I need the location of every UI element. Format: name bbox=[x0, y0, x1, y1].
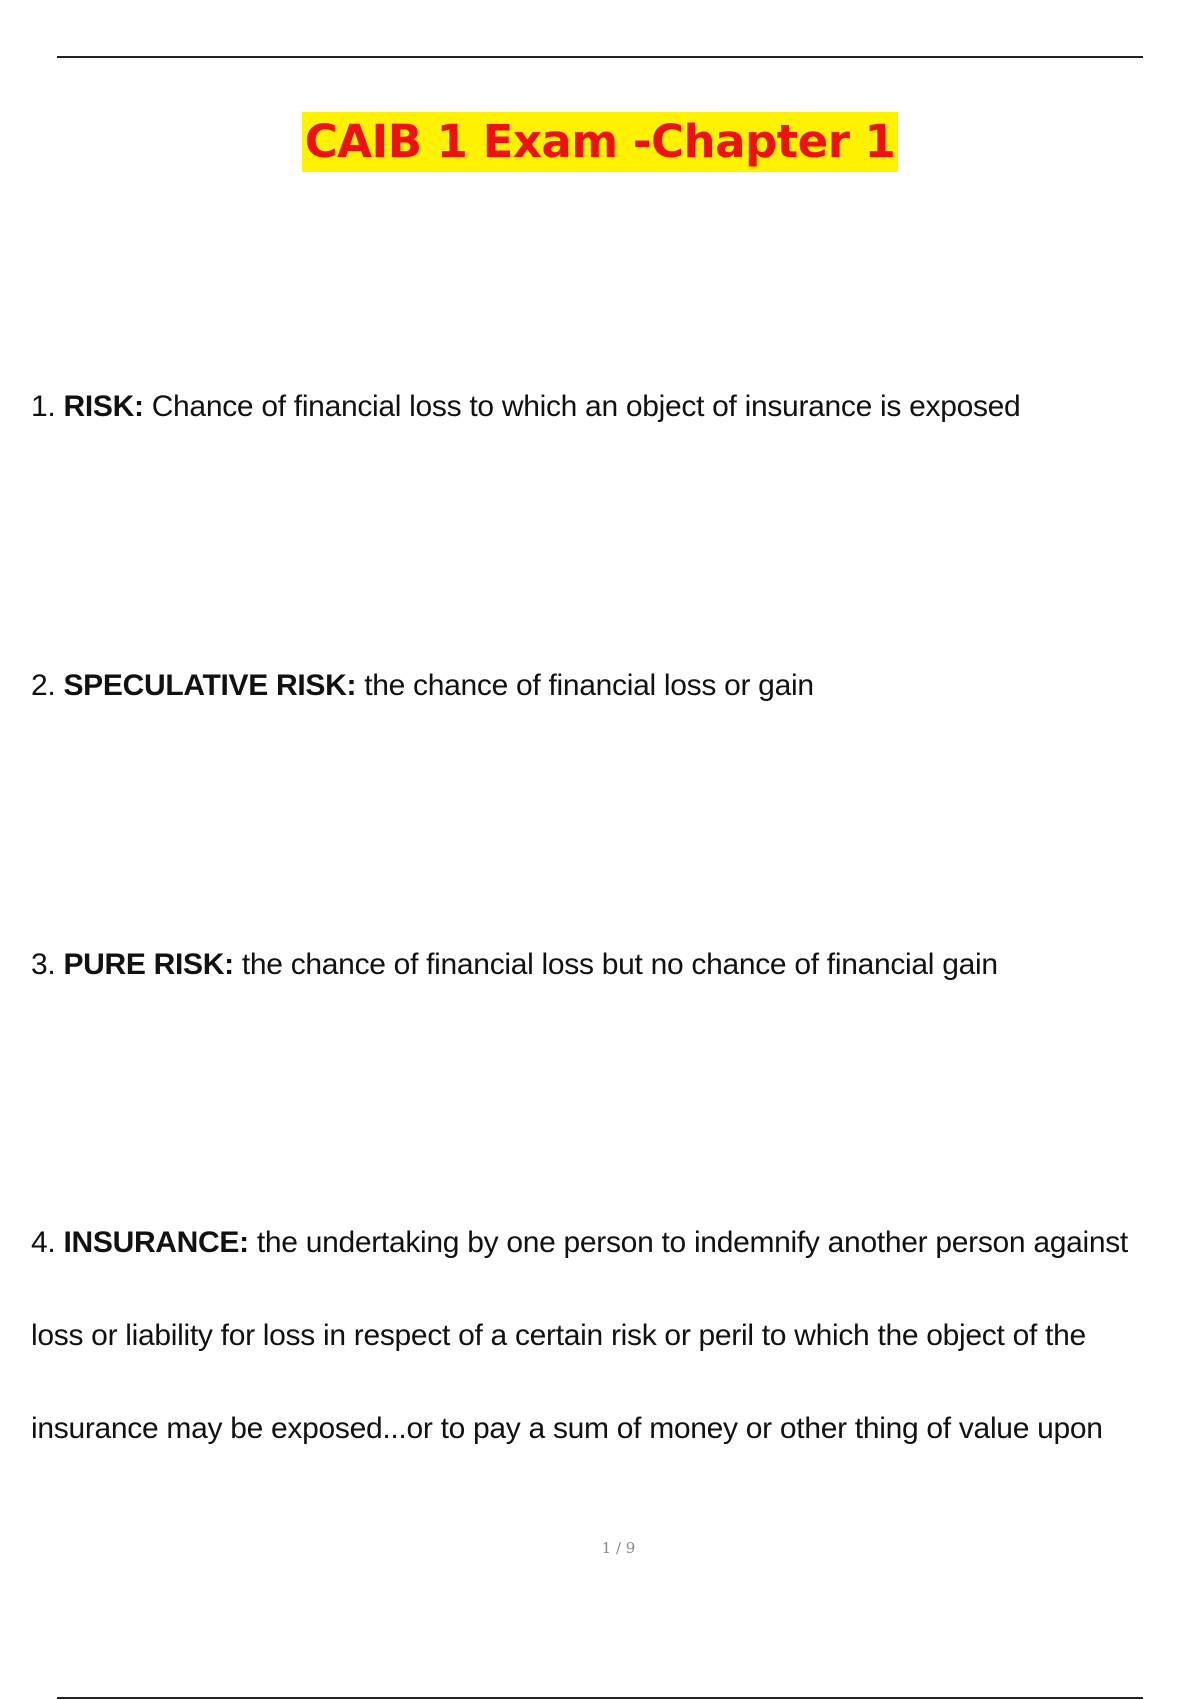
entry-definition: the chance of financial loss or gain bbox=[364, 669, 814, 702]
entry-line bbox=[31, 360, 1200, 453]
entry-number: 1. bbox=[31, 390, 56, 423]
entry-term: PURE RISK: bbox=[63, 948, 234, 981]
entry-line bbox=[31, 639, 1200, 732]
entry-term: INSURANCE: bbox=[63, 1226, 249, 1259]
entry-number: 4. bbox=[31, 1226, 56, 1259]
entry-term: SPECULATIVE RISK: bbox=[63, 669, 357, 702]
definition-entry-risk bbox=[31, 360, 1200, 453]
definition-entry-pure-risk bbox=[31, 918, 1200, 1011]
title-container bbox=[0, 112, 1200, 172]
entry-number: 2. bbox=[31, 669, 56, 702]
entry-line bbox=[31, 918, 1200, 1011]
top-divider bbox=[57, 56, 1143, 58]
definition-entry-speculative-risk bbox=[31, 639, 1200, 732]
entry-definition: the chance of financial loss but no chance of financial gain bbox=[241, 948, 998, 981]
entry-definition: the undertaking by one person to indemnify another person against bbox=[256, 1226, 1128, 1259]
page-number: 1 / 9 bbox=[601, 1539, 636, 1557]
entry-definition: Chance of financial loss to which an object of insurance is exposed bbox=[151, 390, 1021, 423]
entry-continuation-line: loss or liability for loss in respect of a certain risk or peril to which the object of the bbox=[31, 1319, 1086, 1352]
bottom-divider bbox=[57, 1697, 1143, 1699]
entry-line bbox=[31, 1196, 1200, 1289]
entry-continuation-line: insurance may be exposed...or to pay a sum of money or other thing of value upon bbox=[31, 1412, 1103, 1445]
definition-entry-insurance bbox=[31, 1196, 1200, 1475]
entry-number: 3. bbox=[31, 948, 56, 981]
document-title: CAIB 1 Exam -Chapter 1 bbox=[302, 112, 899, 172]
entry-term: RISK: bbox=[63, 390, 144, 423]
